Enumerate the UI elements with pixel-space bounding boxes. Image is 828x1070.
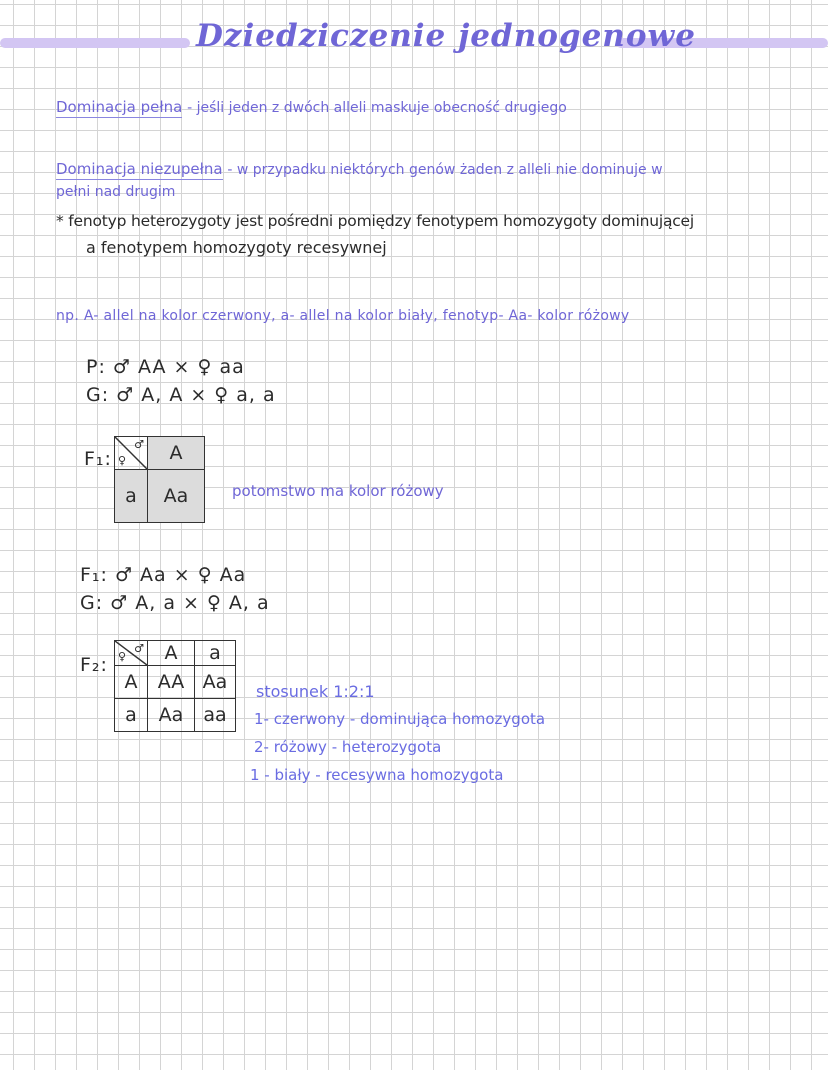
- definition-incomplete-dominance: [56, 160, 663, 178]
- cross1-gametes: G: ♂ A, A × ♀ a, a: [86, 384, 276, 406]
- title-highlight-left: [0, 38, 190, 48]
- punnett-f1-cell: Aa: [148, 470, 205, 523]
- cross2-f-label: F₂:: [80, 654, 108, 676]
- term-incomplete-dominance: Dominacja niezupełna: [56, 160, 223, 178]
- punnett-f2-corner: [115, 641, 148, 666]
- definition-full-dominance-text: - jeśli jeden z dwóch alleli maskuje obecność drugiego: [187, 100, 567, 116]
- ratio-line-3: 1 - biały - recesywna homozygota: [250, 766, 504, 784]
- punnett-f2-col-header: A: [148, 641, 195, 666]
- punnett-f2-cell: Aa: [195, 666, 236, 699]
- punnett-f2-cell: Aa: [148, 699, 195, 732]
- male-symbol-icon: ♂: [134, 642, 144, 655]
- punnett-square-f1: [114, 436, 205, 523]
- definition-incomplete-dominance-text2: pełni nad drugim: [56, 184, 176, 200]
- punnett-f2-row-header: a: [115, 699, 148, 732]
- note-line-1: * fenotyp heterozygoty jest pośredni pomiędzy fenotypem homozygoty dominującej: [56, 212, 695, 230]
- definition-incomplete-dominance-text: - w przypadku niektórych genów żaden z alleli nie dominuje w: [227, 162, 663, 178]
- punnett-square-f2: [114, 640, 236, 732]
- punnett-f1-corner: [115, 437, 148, 470]
- example-line: np. A- allel na kolor czerwony, a- allel na kolor biały, fenotyp- Aa- kolor różowy: [56, 308, 630, 324]
- page-title: Dziedziczenie jednogenowe: [196, 18, 696, 54]
- punnett-f2-cell: aa: [195, 699, 236, 732]
- ratio-line-1: 1- czerwony - dominująca homozygota: [254, 710, 546, 728]
- cross2-gametes: G: ♂ A, a × ♀ A, a: [80, 592, 270, 614]
- punnett-f2-col-header: a: [195, 641, 236, 666]
- punnett-f1-col-header: A: [148, 437, 205, 470]
- punnett-f1-row-header: a: [115, 470, 148, 523]
- ratio-label: stosunek 1:2:1: [256, 682, 375, 701]
- cross1-f-label: F₁:: [84, 448, 112, 470]
- ratio-line-2: 2- różowy - heterozygota: [254, 738, 442, 756]
- punnett-f2-row-header: A: [115, 666, 148, 699]
- male-symbol-icon: ♂: [134, 438, 144, 451]
- cross2-f1: F₁: ♂ Aa × ♀ Aa: [80, 564, 247, 586]
- definition-full-dominance: [56, 98, 567, 116]
- female-symbol-icon: ♀: [118, 454, 127, 467]
- female-symbol-icon: ♀: [118, 650, 127, 663]
- punnett-f2-cell: AA: [148, 666, 195, 699]
- term-full-dominance: Dominacja pełna: [56, 98, 183, 116]
- cross1-parents: P: ♂ AA × ♀ aa: [86, 356, 245, 378]
- note-line-2: a fenotypem homozygoty recesywnej: [86, 238, 387, 257]
- cross1-comment: potomstwo ma kolor różowy: [232, 482, 444, 500]
